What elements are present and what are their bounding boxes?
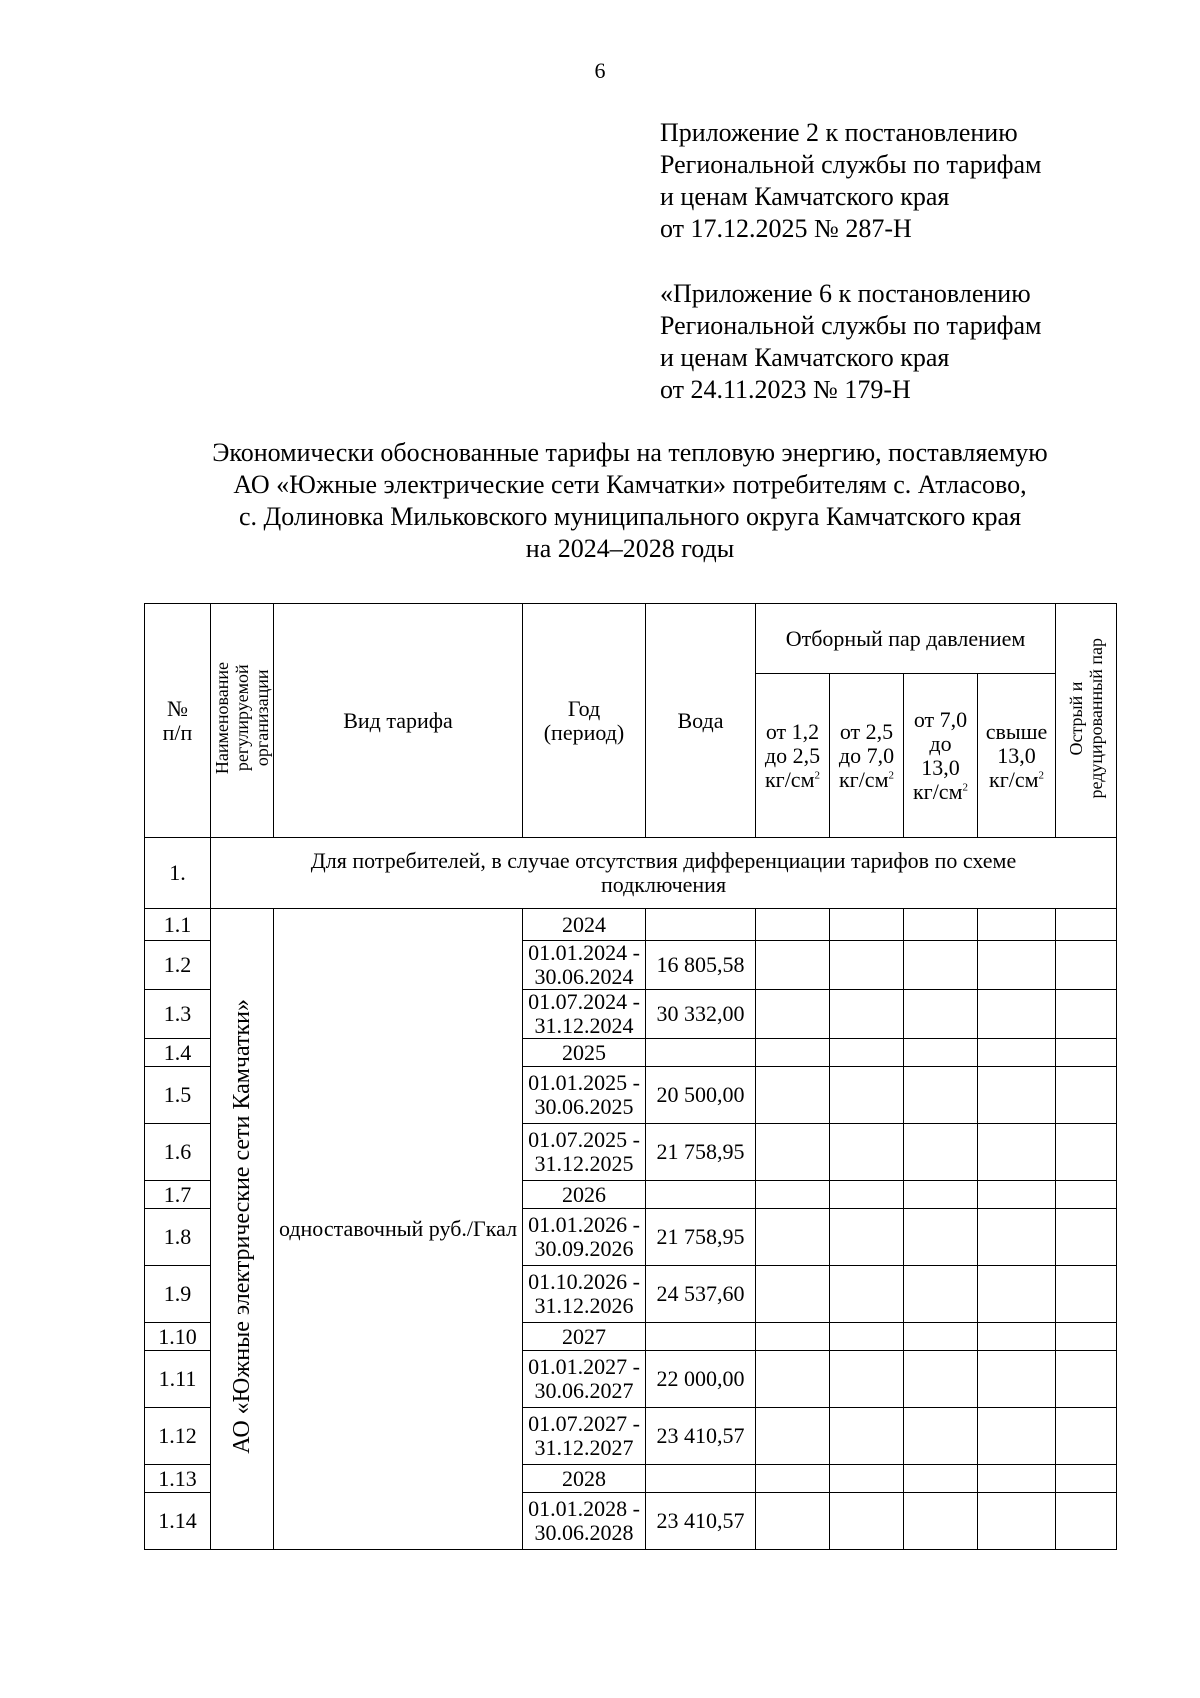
empty-cell bbox=[756, 941, 830, 990]
empty-cell bbox=[1056, 1351, 1117, 1408]
empty-cell bbox=[830, 1465, 904, 1493]
empty-cell bbox=[904, 1408, 978, 1465]
empty-cell bbox=[904, 1124, 978, 1181]
empty-cell bbox=[830, 1408, 904, 1465]
empty-cell bbox=[1056, 1124, 1117, 1181]
row-number: 1.7 bbox=[145, 1181, 211, 1209]
water-value bbox=[646, 909, 756, 941]
row-number: 1.14 bbox=[145, 1493, 211, 1550]
header-year: Год (период) bbox=[523, 604, 646, 838]
empty-cell bbox=[904, 1266, 978, 1323]
empty-cell bbox=[830, 1323, 904, 1351]
organization-name: АО «Южные электрические сети Камчатки» bbox=[229, 999, 255, 1454]
period-cell bbox=[523, 1266, 646, 1323]
row-number: 1.1 bbox=[145, 909, 211, 941]
row-number: 1.8 bbox=[145, 1209, 211, 1266]
year-cell: 2028 bbox=[523, 1465, 646, 1493]
period-line: 31.12.2025 bbox=[534, 1151, 634, 1176]
row-number: 1.9 bbox=[145, 1266, 211, 1323]
empty-cell bbox=[904, 1493, 978, 1550]
empty-cell bbox=[830, 1067, 904, 1124]
empty-cell bbox=[756, 1124, 830, 1181]
empty-cell bbox=[756, 909, 830, 941]
row-number: 1.13 bbox=[145, 1465, 211, 1493]
period-line: 01.01.2024 - bbox=[528, 940, 640, 965]
appendix-line: Региональной службы по тарифам bbox=[660, 311, 1042, 340]
water-value bbox=[646, 1323, 756, 1351]
header-steam-4: свыше 13,0 $кг/см^2$ bbox=[978, 674, 1056, 838]
organization-cell bbox=[211, 909, 274, 1550]
empty-cell bbox=[1056, 1181, 1117, 1209]
row-number: 1.3 bbox=[145, 990, 211, 1039]
appendix-line: Региональной службы по тарифам bbox=[660, 150, 1042, 179]
water-value: 30 332,00 bbox=[646, 990, 756, 1039]
row-number: 1.11 bbox=[145, 1351, 211, 1408]
period-cell bbox=[523, 941, 646, 990]
period-cell bbox=[523, 990, 646, 1039]
water-value bbox=[646, 1465, 756, 1493]
empty-cell bbox=[1056, 1493, 1117, 1550]
empty-cell bbox=[1056, 909, 1117, 941]
period-cell bbox=[523, 1493, 646, 1550]
header-steam-2: от 2,5 до 7,0 $кг/см^2$ bbox=[830, 674, 904, 838]
empty-cell bbox=[978, 1493, 1056, 1550]
water-value: 20 500,00 bbox=[646, 1067, 756, 1124]
period-line: 30.06.2024 bbox=[534, 964, 634, 989]
period-cell bbox=[523, 1209, 646, 1266]
row-number: 1.12 bbox=[145, 1408, 211, 1465]
empty-cell bbox=[1056, 1323, 1117, 1351]
period-line: 01.01.2027 - bbox=[528, 1354, 640, 1379]
empty-cell bbox=[978, 1408, 1056, 1465]
empty-cell bbox=[756, 1465, 830, 1493]
empty-cell bbox=[830, 1124, 904, 1181]
empty-cell bbox=[1056, 1408, 1117, 1465]
header-water: Вода bbox=[646, 604, 756, 838]
empty-cell bbox=[830, 1181, 904, 1209]
appendix-line: от 24.11.2023 № 179-Н bbox=[660, 375, 911, 404]
water-value: 22 000,00 bbox=[646, 1351, 756, 1408]
empty-cell bbox=[830, 1209, 904, 1266]
empty-cell bbox=[830, 1266, 904, 1323]
empty-cell bbox=[756, 1408, 830, 1465]
header-steam-3: от 7,0 до 13,0 $кг/см^2$ bbox=[904, 674, 978, 838]
empty-cell bbox=[978, 1067, 1056, 1124]
appendix-line: Приложение 2 к постановлению bbox=[660, 118, 1018, 147]
tariff-kind: одноставочный руб./Гкал bbox=[274, 909, 523, 1550]
empty-cell bbox=[830, 909, 904, 941]
header-tariff-type: Вид тарифа bbox=[274, 604, 523, 838]
empty-cell bbox=[830, 941, 904, 990]
year-cell: 2027 bbox=[523, 1323, 646, 1351]
period-line: 31.12.2026 bbox=[534, 1293, 634, 1318]
water-value: 23 410,57 bbox=[646, 1408, 756, 1465]
empty-cell bbox=[978, 1465, 1056, 1493]
empty-cell bbox=[1056, 1039, 1117, 1067]
empty-cell bbox=[756, 1351, 830, 1408]
row-number: 1.2 bbox=[145, 941, 211, 990]
period-line: 01.07.2024 - bbox=[528, 989, 640, 1014]
period-line: 01.07.2027 - bbox=[528, 1411, 640, 1436]
empty-cell bbox=[830, 1351, 904, 1408]
title-line: Экономически обоснованные тарифы на тепловую энергию, поставляемую bbox=[212, 438, 1048, 467]
empty-cell bbox=[904, 1465, 978, 1493]
water-value: 16 805,58 bbox=[646, 941, 756, 990]
empty-cell bbox=[904, 909, 978, 941]
water-value bbox=[646, 1039, 756, 1067]
empty-cell bbox=[978, 1323, 1056, 1351]
row-number: 1.5 bbox=[145, 1067, 211, 1124]
appendix-line: от 17.12.2025 № 287-Н bbox=[660, 214, 912, 243]
appendix-line: и ценам Камчатского края bbox=[660, 182, 950, 211]
period-line: 01.01.2026 - bbox=[528, 1212, 640, 1237]
row-number: 1.6 bbox=[145, 1124, 211, 1181]
empty-cell bbox=[978, 1181, 1056, 1209]
row-number: 1.4 bbox=[145, 1039, 211, 1067]
empty-cell bbox=[978, 1266, 1056, 1323]
page-number: 6 bbox=[594, 58, 606, 83]
empty-cell bbox=[904, 1351, 978, 1408]
empty-cell bbox=[978, 909, 1056, 941]
empty-cell bbox=[904, 941, 978, 990]
period-cell bbox=[523, 1124, 646, 1181]
period-line: 01.01.2025 - bbox=[528, 1070, 640, 1095]
appendix-line: и ценам Камчатского края bbox=[660, 343, 950, 372]
empty-cell bbox=[830, 1493, 904, 1550]
empty-cell bbox=[978, 1209, 1056, 1266]
empty-cell bbox=[1056, 941, 1117, 990]
period-line: 01.10.2026 - bbox=[528, 1269, 640, 1294]
appendix-current bbox=[660, 117, 1041, 245]
empty-cell bbox=[904, 1323, 978, 1351]
tariff-table bbox=[144, 603, 1117, 1550]
year-cell: 2026 bbox=[523, 1181, 646, 1209]
empty-cell bbox=[978, 990, 1056, 1039]
period-line: 30.09.2026 bbox=[534, 1236, 634, 1261]
header-sharp-steam: Острый и редуцированный пар bbox=[1056, 604, 1117, 838]
empty-cell bbox=[978, 941, 1056, 990]
section-number: 1. bbox=[145, 838, 211, 909]
empty-cell bbox=[756, 1493, 830, 1550]
empty-cell bbox=[978, 1039, 1056, 1067]
year-cell: 2025 bbox=[523, 1039, 646, 1067]
empty-cell bbox=[978, 1124, 1056, 1181]
row-number: 1.10 bbox=[145, 1323, 211, 1351]
water-value bbox=[646, 1181, 756, 1209]
empty-cell bbox=[1056, 1465, 1117, 1493]
empty-cell bbox=[904, 1181, 978, 1209]
header-org-name: Наименование регулируемой организации bbox=[211, 604, 274, 838]
period-line: 30.06.2028 bbox=[534, 1520, 634, 1545]
water-value: 21 758,95 bbox=[646, 1124, 756, 1181]
empty-cell bbox=[756, 1181, 830, 1209]
title-line: АО «Южные электрические сети Камчатки» потребителям с. Атласово, bbox=[233, 470, 1027, 499]
empty-cell bbox=[1056, 1209, 1117, 1266]
empty-cell bbox=[756, 1067, 830, 1124]
empty-cell bbox=[756, 1209, 830, 1266]
appendix-line: «Приложение 6 к постановлению bbox=[660, 279, 1031, 308]
period-line: 01.01.2028 - bbox=[528, 1496, 640, 1521]
period-line: 30.06.2027 bbox=[534, 1378, 634, 1403]
header-steam-1: от 1,2 до 2,5 $кг/см^2$ bbox=[756, 674, 830, 838]
period-line: 31.12.2024 bbox=[534, 1013, 634, 1038]
title-line: с. Долиновка Мильковского муниципального округа Камчатского края bbox=[238, 502, 1022, 531]
section-title: Для потребителей, в случае отсутствия дифференциации тарифов по схеме подключения bbox=[211, 838, 1117, 909]
document-title bbox=[100, 437, 1160, 565]
period-line: 01.07.2025 - bbox=[528, 1127, 640, 1152]
water-value: 21 758,95 bbox=[646, 1209, 756, 1266]
period-cell bbox=[523, 1067, 646, 1124]
empty-cell bbox=[756, 1039, 830, 1067]
empty-cell bbox=[756, 1323, 830, 1351]
empty-cell bbox=[904, 1067, 978, 1124]
empty-cell bbox=[904, 990, 978, 1039]
period-line: 31.12.2027 bbox=[534, 1435, 634, 1460]
appendix-previous bbox=[660, 278, 1041, 406]
empty-cell bbox=[1056, 990, 1117, 1039]
empty-cell bbox=[1056, 1067, 1117, 1124]
empty-cell bbox=[830, 990, 904, 1039]
empty-cell bbox=[830, 1039, 904, 1067]
water-value: 24 537,60 bbox=[646, 1266, 756, 1323]
period-cell bbox=[523, 1408, 646, 1465]
empty-cell bbox=[756, 1266, 830, 1323]
empty-cell bbox=[904, 1039, 978, 1067]
empty-cell bbox=[1056, 1266, 1117, 1323]
header-num: № п/п bbox=[145, 604, 211, 838]
empty-cell bbox=[756, 990, 830, 1039]
period-line: 30.06.2025 bbox=[534, 1094, 634, 1119]
period-cell bbox=[523, 1351, 646, 1408]
empty-cell bbox=[978, 1351, 1056, 1408]
title-line: на 2024–2028 годы bbox=[525, 534, 735, 563]
header-steam-group: Отборный пар давлением bbox=[756, 604, 1056, 674]
year-cell: 2024 bbox=[523, 909, 646, 941]
empty-cell bbox=[904, 1209, 978, 1266]
water-value: 23 410,57 bbox=[646, 1493, 756, 1550]
table-row bbox=[145, 909, 1117, 941]
